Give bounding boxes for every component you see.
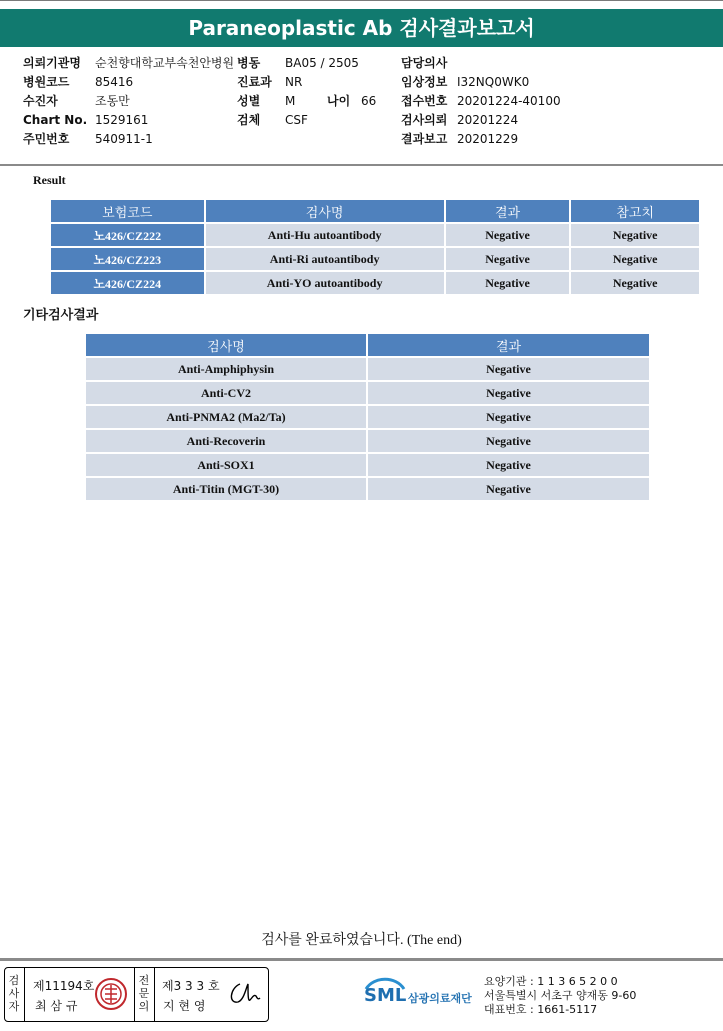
col-header: 검사명 <box>206 200 444 222</box>
signature-box <box>4 967 269 1022</box>
col-header: 보험코드 <box>51 200 204 222</box>
info-value: M <box>285 94 296 108</box>
info-key: Chart No. <box>23 113 88 127</box>
col-header: 결과 <box>368 334 649 356</box>
col-header: 검사명 <box>86 334 366 356</box>
info-value: BA05 / 2505 <box>285 56 359 70</box>
info-value: 20201224-40100 <box>457 94 561 108</box>
end-note: 검사를 완료하였습니다. (The end) <box>261 933 462 948</box>
info-mid <box>237 54 376 130</box>
test-name: Anti-Recoverin <box>86 430 366 452</box>
table-row <box>86 358 649 380</box>
examiner-license: 제11194호 <box>33 979 95 993</box>
org-address: 서울특별시 서초구 양재동 9-60 <box>484 989 637 1002</box>
info-value: I32NQ0WK0 <box>457 75 530 89</box>
info-key: 담당의사 <box>401 56 448 70</box>
table-row <box>86 478 649 500</box>
table-row <box>86 454 649 476</box>
test-result: Negative <box>446 224 570 246</box>
box-separator <box>134 968 135 1021</box>
info-key: 검사의뢰 <box>401 113 448 127</box>
org-info <box>484 975 636 1017</box>
test-name: Anti-Ri autoantibody <box>206 248 444 270</box>
doctor-license: 제3 3 3 호 <box>162 979 220 993</box>
info-right <box>401 54 561 149</box>
info-key: 검체 <box>237 113 261 127</box>
test-name: Anti-Amphiphysin <box>86 358 366 380</box>
table-row <box>86 382 649 404</box>
reference-value: Negative <box>571 224 699 246</box>
col-header: 결과 <box>446 200 570 222</box>
test-name: Anti-YO autoantibody <box>206 272 444 294</box>
insurance-code: 노426/CZ222 <box>51 224 204 246</box>
info-value: 순천향대학교부속천안병원 <box>95 56 235 70</box>
org-logo <box>362 976 478 1016</box>
info-key: 주민번호 <box>23 132 70 146</box>
info-value: 66 <box>361 94 377 108</box>
test-result: Negative <box>446 272 570 294</box>
examiner-name: 최 삼 규 <box>35 999 78 1013</box>
info-value: 85416 <box>95 75 134 89</box>
info-key: 진료과 <box>237 75 272 89</box>
table-row <box>86 430 649 452</box>
table-header-row <box>51 200 699 222</box>
result-table <box>49 198 701 296</box>
report-title: Paraneoplastic Ab 검사결과보고서 <box>0 9 723 47</box>
info-value: 20201229 <box>457 132 519 146</box>
insurance-code: 노426/CZ224 <box>51 272 204 294</box>
test-result: Negative <box>368 358 649 380</box>
info-value: NR <box>285 75 303 89</box>
other-results-table <box>84 332 651 502</box>
info-value: CSF <box>285 113 308 127</box>
doctor-label: 전문의 <box>138 974 150 1013</box>
test-name: Anti-Titin (MGT-30) <box>86 478 366 500</box>
examiner-label: 검사자 <box>8 974 20 1013</box>
doctor-name: 지 현 영 <box>163 999 206 1013</box>
info-left <box>23 54 234 149</box>
table-row <box>51 248 699 270</box>
test-result: Negative <box>368 478 649 500</box>
test-name: Anti-SOX1 <box>86 454 366 476</box>
box-separator <box>154 968 155 1021</box>
info-key: 의뢰기관명 <box>23 56 81 70</box>
info-key: 성별 <box>237 94 261 108</box>
test-result: Negative <box>446 248 570 270</box>
reference-value: Negative <box>571 248 699 270</box>
signature-icon <box>226 978 262 1010</box>
col-header: 참고치 <box>571 200 699 222</box>
info-key: 병동 <box>237 56 261 70</box>
test-result: Negative <box>368 406 649 428</box>
info-key: 나이 <box>327 94 351 108</box>
box-separator <box>24 968 25 1021</box>
info-value: 540911-1 <box>95 132 153 146</box>
top-border <box>0 0 723 1</box>
org-code: 요양기관 : 1 1 3 6 5 2 0 0 <box>484 975 618 988</box>
test-result: Negative <box>368 430 649 452</box>
info-value: 20201224 <box>457 113 519 127</box>
org-phone: 대표번호 : 1661-5117 <box>484 1003 598 1016</box>
test-result: Negative <box>368 382 649 404</box>
table-row <box>51 272 699 294</box>
test-name: Anti-PNMA2 (Ma2/Ta) <box>86 406 366 428</box>
logo-text: SML <box>364 985 407 1006</box>
table-row <box>86 406 649 428</box>
reference-value: Negative <box>571 272 699 294</box>
info-key: 접수번호 <box>401 94 448 108</box>
table-header-row <box>86 334 649 356</box>
seal-icon <box>94 977 128 1011</box>
info-value: 1529161 <box>95 113 149 127</box>
other-results-label: 기타검사결과 <box>23 308 99 323</box>
test-result: Negative <box>368 454 649 476</box>
info-key: 병원코드 <box>23 75 70 89</box>
insurance-code: 노426/CZ223 <box>51 248 204 270</box>
info-key: 수진자 <box>23 94 58 108</box>
header-divider <box>0 164 723 166</box>
table-row <box>51 224 699 246</box>
info-key: 임상정보 <box>401 75 448 89</box>
test-name: Anti-Hu autoantibody <box>206 224 444 246</box>
info-key: 결과보고 <box>401 132 448 146</box>
result-label: Result <box>33 173 66 187</box>
test-name: Anti-CV2 <box>86 382 366 404</box>
info-value: 조동만 <box>95 94 130 108</box>
org-name: 삼광의료재단 <box>408 992 472 1005</box>
footer-divider <box>0 958 723 961</box>
